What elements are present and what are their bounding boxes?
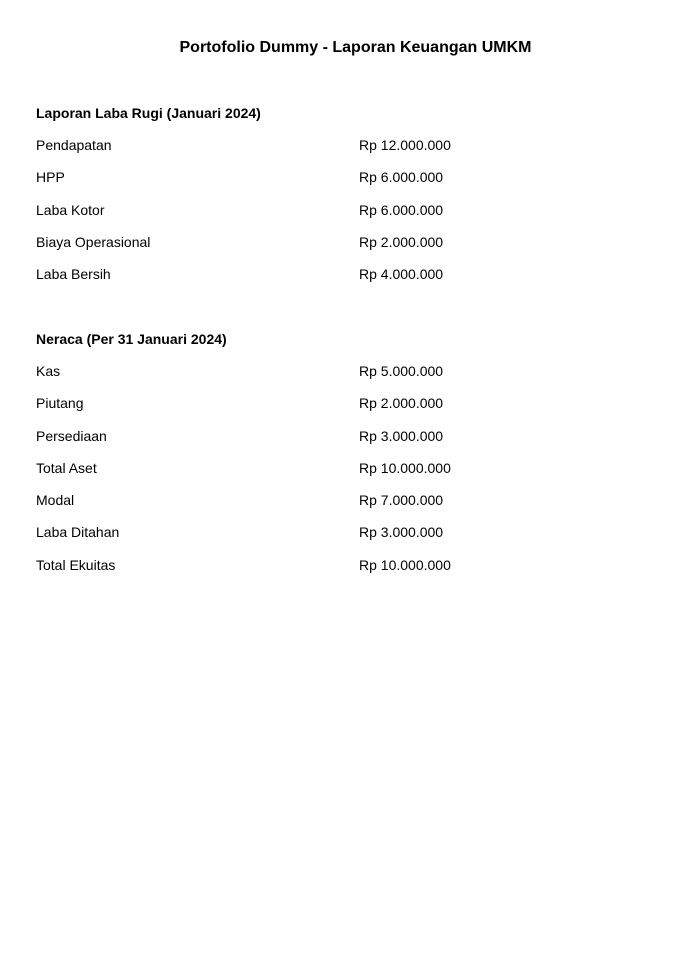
balance-row-cash (36, 362, 636, 394)
row-value: Rp 5.000.000 (359, 363, 444, 379)
income-row-operating-expenses (36, 233, 636, 265)
page-title: Portofolio Dummy - Laporan Keuangan UMKM (179, 39, 532, 56)
row-value: Rp 4.000.000 (359, 266, 444, 283)
income-statement-heading: Laporan Laba Rugi (Januari 2024) (36, 105, 261, 121)
balance-row-inventory (36, 427, 636, 459)
row-label: Biaya Operasional (36, 233, 151, 250)
income-row-gross-profit (36, 201, 636, 233)
row-label: Persediaan (36, 427, 107, 444)
row-label: HPP (36, 169, 65, 186)
row-label: Total Ekuitas (36, 556, 116, 573)
row-label: Kas (36, 363, 61, 379)
row-value: Rp 3.000.000 (359, 524, 444, 541)
row-value: Rp 7.000.000 (359, 492, 444, 509)
row-label: Piutang (36, 395, 84, 412)
income-row-net-profit (36, 265, 636, 297)
row-label: Modal (36, 492, 75, 509)
balance-row-total-assets (36, 459, 636, 491)
balance-sheet-heading: Neraca (Per 31 Januari 2024) (36, 331, 227, 347)
balance-row-retained-earnings (36, 523, 636, 555)
row-value: Rp 2.000.000 (359, 233, 444, 250)
balance-row-receivables (36, 394, 636, 426)
income-statement-section (36, 104, 636, 297)
balance-sheet-section (36, 330, 636, 588)
row-label: Laba Bersih (36, 266, 111, 283)
income-row-cogs (36, 168, 636, 200)
row-value: Rp 12.000.000 (359, 137, 451, 153)
row-value: Rp 10.000.000 (359, 556, 451, 573)
row-label: Laba Kotor (36, 201, 105, 218)
row-value: Rp 6.000.000 (359, 169, 444, 186)
balance-row-capital (36, 491, 636, 523)
row-label: Pendapatan (36, 137, 112, 153)
row-value: Rp 2.000.000 (359, 395, 444, 412)
row-label: Total Aset (36, 459, 97, 476)
row-value: Rp 10.000.000 (359, 459, 451, 476)
balance-row-total-equity (36, 556, 636, 588)
row-label: Laba Ditahan (36, 524, 120, 541)
row-value: Rp 3.000.000 (359, 427, 444, 444)
row-value: Rp 6.000.000 (359, 201, 444, 218)
income-row-revenue (36, 136, 636, 168)
